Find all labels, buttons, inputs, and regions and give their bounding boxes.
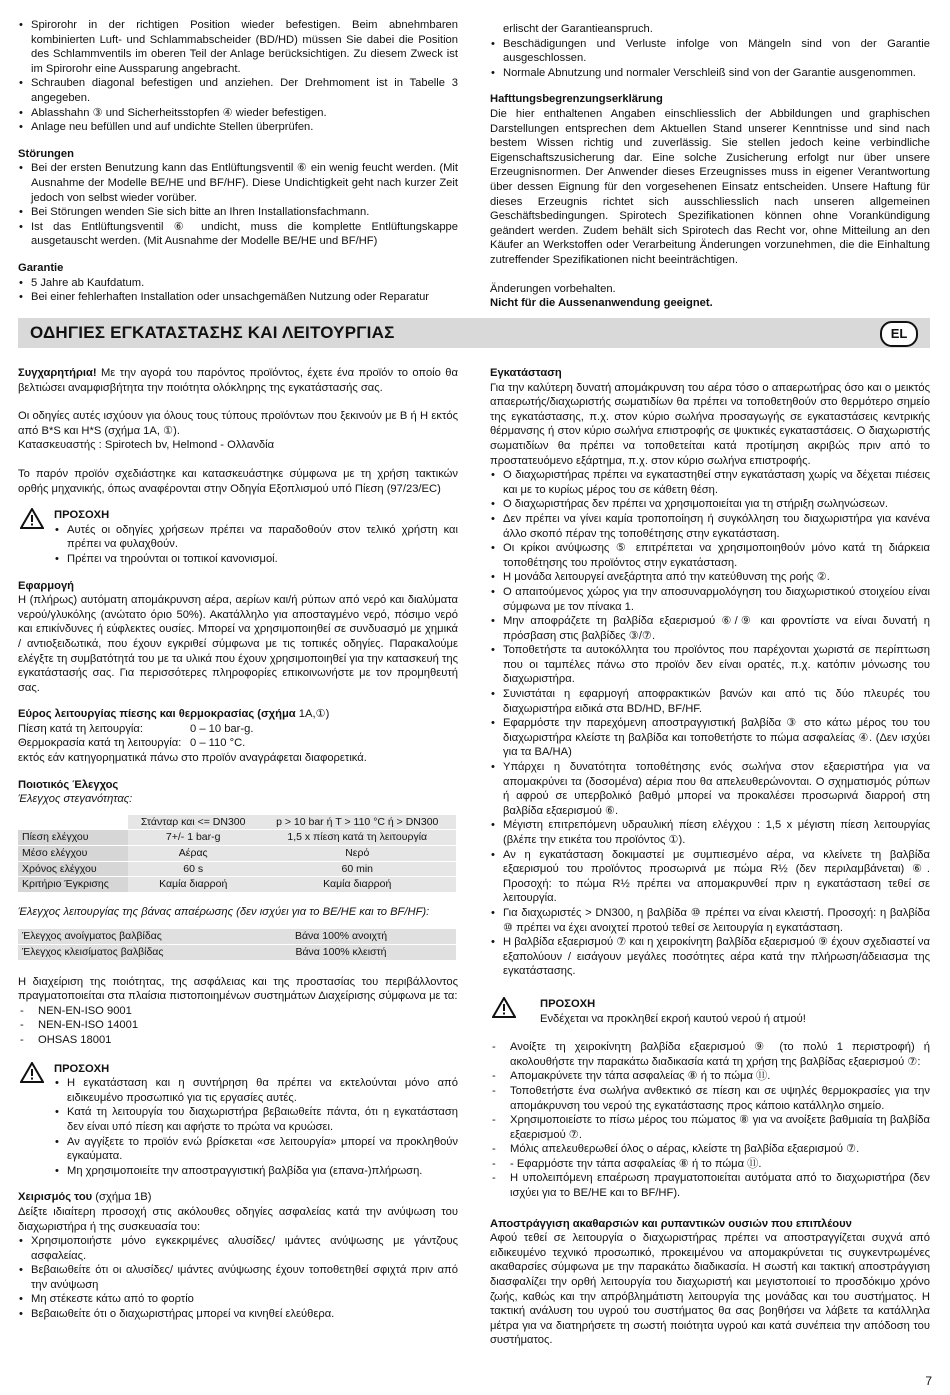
warning-box bbox=[490, 997, 930, 1026]
warning-icon bbox=[492, 997, 516, 1018]
temperature-value: 0 – 110 °C. bbox=[190, 737, 246, 750]
list-item: • Ο απαιτούμενος χώρος για την αποσυναρμολόγηση του διαχωριστικού στοιχείου είναι σύμφωνα με τον πίνακα 1. bbox=[490, 585, 930, 614]
venting-steps bbox=[490, 1040, 930, 1201]
list-item: • Bei einer fehlerhaften Installation oder unsachgemäßen Nutzung oder Reparatur bbox=[18, 290, 458, 305]
table-cell: Μέσο ελέγχου bbox=[18, 846, 128, 862]
quality-text: Η διαχείριση της ποιότητας, της ασφάλειας και της προστασίας του περιβάλλοντος πραγματοποιείται στα πλαίσια πιστοποιημένων συστημάτων Διαχείρισης σύμφωνα με τα: bbox=[18, 975, 458, 1003]
list-item: • Υπάρχει η δυνατότητα τοποθέτησης ενός σωλήνα στον εξαεριστήρα για να απομακρύνει τα (δοσομένα) αέρια που θα απελευθερώνονται. Ο σχηματισμός ρύπων ή αφρού σε υπερβολικό βαθμό μπορεί να προκαλέσει προσωρινά διαρροή στη βαλβίδα εξαερισμού ⑥. bbox=[490, 760, 930, 818]
list-item: • Η μονάδα λειτουργεί ανεξάρτητα από την κατεύθυνση της ροής ②. bbox=[490, 570, 930, 585]
valve-heading: Έλεγχος λειτουργίας της βάνας απαέρωσης (δεν ισχύει για το BE/HE και το BF/HF): bbox=[18, 905, 430, 918]
list-item: - OHSAS 18001 bbox=[18, 1033, 458, 1048]
range-temperature bbox=[18, 736, 458, 751]
table-header-row bbox=[18, 815, 456, 830]
warning-text: Ενδέχεται να προκληθεί εκροή καυτού νερού ή ατμού! bbox=[540, 1012, 806, 1025]
range-note: εκτός εάν κατηγορηματικά πάνω στο προϊόν αναγράφεται διαφορετικά. bbox=[18, 752, 367, 765]
garantie-heading: Garantie bbox=[18, 261, 64, 274]
range-heading-text: Εύρος λειτουργίας πίεσης και θερμοκρασίας (σχήμα bbox=[18, 708, 299, 721]
list-item: • Για διαχωριστές > DN300, η βαλβίδα ⑩ πρέπει να είναι κλειστή. Προσοχή: η βαλβίδα ⑩ πρέπει να έχει ανοιχτεί προτού τεθεί σε λειτουργία η εγκατάσταση. bbox=[490, 906, 930, 935]
warning-box bbox=[18, 1062, 458, 1179]
stoerungen-list bbox=[18, 161, 458, 249]
table-cell: Αέρας bbox=[128, 846, 259, 862]
warning-title: ΠΡΟΣΟΧΗ bbox=[54, 1062, 110, 1075]
valve-test-table bbox=[18, 929, 456, 960]
range-pressure bbox=[18, 722, 458, 737]
list-item: • Μέγιστη επιτρεπόμενη υδραυλική πίεση ελέγχου : 1,5 x μέγιστη πίεση λειτουργίας (βλέπε την ετικέτα του προϊόντος ①). bbox=[490, 818, 930, 847]
application-heading: Εφαρμογή bbox=[18, 579, 74, 592]
list-item: • Beschädigungen und Verluste infolge von Mängeln sind von der Garantie ausgeschlossen. bbox=[490, 37, 930, 66]
list-item: • Normale Abnutzung und normaler Verschleiß sind von der Garantie ausgenommen. bbox=[490, 66, 930, 81]
list-item: • Μη στέκεστε κάτω από το φορτίο bbox=[18, 1292, 458, 1307]
table-cell: Βάνα 100% ανοιχτή bbox=[226, 929, 456, 944]
applies-text: Οι οδηγίες αυτές ισχύουν για όλους τους τύπους προϊόντων που ξεκινούν με B ή H εκτός από B*S και H*S (σχήμα 1A, ①). bbox=[18, 410, 458, 437]
table-cell: 7+/- 1 bar-g bbox=[128, 830, 259, 846]
list-item: • Ο διαχωριστήρας δεν πρέπει να χρησιμοποιείται για τη στήριξη σωληνώσεων. bbox=[490, 497, 930, 512]
pressure-label: Πίεση κατά τη λειτουργία: bbox=[18, 722, 143, 735]
temperature-label: Θερμοκρασία κατά τη λειτουργία: bbox=[18, 737, 182, 750]
table-row bbox=[18, 945, 456, 961]
table-header-cell: Στάνταρ και <= DN300 bbox=[128, 815, 259, 830]
designed-text: Το παρόν προϊόν σχεδιάστηκε και κατασκευάστηκε σύμφωνα με τη χρήση τακτικών ορθής μηχανικής, όπως αναφέρονται στην Οδηγία Εξοπλισμού υπό Πίεση (97/23/EC) bbox=[18, 467, 458, 495]
congrats-label: Συγχαρητήρια! bbox=[18, 367, 97, 379]
list-item: • Χρησιμοποιήστε μόνο εγκεκριμένες αλυσίδες/ ιμάντες ανύψωσης με γάντζους ασφαλείας. bbox=[18, 1234, 458, 1263]
handling-text: Δείξτε ιδιαίτερη προσοχή στις ακόλουθες οδηγίες ασφαλείας κατά την ανύψωση του διαχωριστήρα ή της συσκευασία του: bbox=[18, 1205, 458, 1233]
install-text: Για την καλύτερη δυνατή απομάκρυνση του αέρα τόσο ο απαερωτήρας όσο και ο μεικτός απαερωτής/διαχωριστής σωματιδίων θα πρέπει να τοποθετηθούν στο θερμότερο σημείο της εγκατάστασης, π.χ. στον κύριο σωλήνα προσαγωγής σε εγκαταστάσεις κεντρικής θέρμανσης ή στον κύριο σωλήνα επιστροφής σε ψυκτικές εγκαταστάσεις. Ο διαχωριστής σωματιδίων θα πρέπει να τοποθετείται κατά προτίμηση ακριβώς πριν από το προστατευόμενο εξάρτημα, π.χ. στον κύριο σωλήνα επιστροφής. bbox=[490, 381, 930, 467]
warning-icon bbox=[20, 1062, 44, 1083]
list-item: • Η βαλβίδα εξαερισμού ⑦ και η χειροκίνητη βαλβίδα εξαερισμού ⑨ έχουν σχεδιαστεί να εξαπολύουν / εισάγουν μεγάλες ποσότητες αέρα κατά την πλήρωση/άδειασμα της εγκατάστασης. bbox=[490, 935, 930, 979]
table-cell: Πίεση ελέγχου bbox=[18, 830, 128, 846]
outdoor-note: Nicht für die Aussenanwendung geeignet. bbox=[490, 297, 713, 310]
handling-heading-tail: (σχήμα 1B) bbox=[92, 1191, 152, 1204]
warning-box bbox=[18, 508, 458, 566]
changes-note: Änderungen vorbehalten. bbox=[490, 282, 616, 295]
list-item: - Η υπολειπόμενη επαέρωση πραγματοποιείται αυτόματα από το διαχωριστήρα (δεν ισχύει για το BE/HE και το BF/HF). bbox=[490, 1171, 930, 1200]
list-item: • Συνιστάται η εφαρμογή αποφρακτικών βανών και από τις δύο πλευρές του διαχωριστήρα ειδικά στα BD/HD, BF/HF. bbox=[490, 687, 930, 716]
qc-heading: Ποιοτικός Έλεγχος bbox=[18, 778, 119, 791]
table-cell: Χρόνος ελέγχου bbox=[18, 861, 128, 877]
handling-heading-text: Χειρισμός του bbox=[18, 1191, 93, 1204]
table-header-cell bbox=[18, 815, 128, 830]
gr-left-column bbox=[18, 366, 458, 1322]
list-item: • Anlage neu befüllen und auf undichte Stellen überprüfen. bbox=[18, 120, 458, 135]
drain-text: Αφού τεθεί σε λειτουργία ο διαχωριστήρας πρέπει να αποστραγγίζεται συχνά από ειδικευμένο τεχνικό προσωπικό, προκειμένου να απομακρύνεται τις συγκεντρωμένες ακαθαρσίες σύμφωνα με την παρακάτω διαδικασία. Η σωστή και τακτική αποστράγγιση διασφαλίζει την ορθή λειτουργία του διαχωριστή και μεγιστοποιεί το προσδόκιμο χρόνο ζωής, καθώς και την απρόβλημάτιστη λειτουργία της μονάδας και του συστήματος. Η τακτική ανάλυση του υγρού του συστήματος θα σας βοηθήσει να λάβετε τα κατάλληλα μέτρα για να διατηρήσετε τη σωστή ποιότητα υγρού και κατά συνέπεια την απόδοση του συστήματος. bbox=[490, 1232, 930, 1347]
list-item: - Χρησιμοποιείστε το πίσω μέρος του πώματος ⑧ για να ανοίξετε βαθμιαία τη βαλβίδα εξαερισμού ⑦. bbox=[490, 1113, 930, 1142]
list-item: • Πρέπει να τηρούνται οι τοπικοί κανονισμοί. bbox=[54, 552, 458, 567]
list-item: • Αν η εγκατάσταση δοκιμαστεί με συμπιεσμένο αέρα, να κλείνετε τη βαλβίδα εξαερισμού του προϊόντος προσωρινά με πώμα R½ (δεν περιλαμβάνεται) ⑥. Προσοχή: το πώμα R½ πρέπει να απομακρυνθεί πριν η εγκατάσταση τεθεί σε λειτουργία. bbox=[490, 848, 930, 906]
install-list bbox=[490, 468, 930, 979]
table-cell: Βάνα 100% κλειστή bbox=[226, 945, 456, 961]
de-right-column bbox=[490, 22, 930, 311]
table-row bbox=[18, 929, 456, 944]
table-row bbox=[18, 846, 456, 862]
list-item: • Ο διαχωριστήρας πρέπει να εγκαταστηθεί στην εγκατάσταση χωρίς να δέχεται πιέσεις και με το κυρίως μέρος του σε κάθετη θέση. bbox=[490, 468, 930, 497]
standards-list bbox=[18, 1004, 458, 1048]
list-item: • Αν αγγίξετε το προϊόν ενώ βρίσκεται «σε λειτουργία» μπορεί να προκληθούν εγκαύματα. bbox=[54, 1135, 458, 1164]
list-item: - NEN-EN-ISO 14001 bbox=[18, 1018, 458, 1033]
language-badge: EL bbox=[880, 321, 918, 347]
list-item: • Schrauben diagonal befestigen und anziehen. Der Drehmoment ist in Tabelle 3 angegeben. bbox=[18, 76, 458, 105]
table-cell: Κριτήριο Έγκρισης bbox=[18, 877, 128, 893]
table-cell: 60 s bbox=[128, 861, 259, 877]
qc-subheading: Έλεγχος στεγανότητας: bbox=[18, 793, 133, 806]
list-item: • Μη χρησιμοποιείτε την αποστραγγιστική βαλβίδα για (επανα-)πλήρωση. bbox=[54, 1164, 458, 1179]
list-item: - Τοποθετήστε ένα σωλήνα ανθεκτικό σε πίεση και σε υψηλές θερμοκρασίες για την απομάκρυνση του νερού της εγκατάστασης προς κάποιο κατάλληλο σημείο. bbox=[490, 1084, 930, 1113]
list-item: - Μόλις απελευθερωθεί όλος ο αέρας, κλείστε τη βαλβίδα εξαερισμού ⑦. bbox=[490, 1142, 930, 1157]
congrats-text: Με την αγορά του παρόντος προϊόντος, έχετε ένα προϊόν το οποίο θα βελτιώσει αναμφισβήτητα την ποιότητα ολόκληρης της εγκατάστασής σας. bbox=[18, 367, 458, 394]
list-item: • Κατά τη λειτουργία του διαχωριστήρα βεβαιωθείτε πάντα, ότι η εγκατάσταση δεν είναι υπό πίεση και αφήστε το πρώτα να κρυώσει. bbox=[54, 1105, 458, 1134]
list-item: • Η εγκατάσταση και η συντήρηση θα πρέπει να εκτελούνται μόνο από ειδικευμένο προσωπικό για τις εργασίες αυτές. bbox=[54, 1076, 458, 1105]
table-row bbox=[18, 861, 456, 877]
page-number: 7 bbox=[925, 1374, 932, 1389]
list-item: • Τοποθετήστε τα αυτοκόλλητα του προϊόντος που παρέχονται χωριστά σε περίπτωση που οι ταμπέλες πάνω στο προϊόν δεν είναι ορατές, π.χ. κατόπιν μόνωσης του διαχωριστήρα. bbox=[490, 643, 930, 687]
garantie-list-cont bbox=[490, 37, 930, 81]
handling-heading bbox=[18, 1190, 458, 1205]
leak-test-table bbox=[18, 815, 456, 893]
install-heading: Εγκατάσταση bbox=[490, 367, 562, 379]
table-row bbox=[18, 877, 456, 893]
list-item: • 5 Jahre ab Kaufdatum. bbox=[18, 276, 458, 291]
list-item: • Οι κρίκοι ανύψωσης ⑤ επιτρέπεται να χρησιμοποιηθούν μόνο κατά τη διάρκεια τοποθέτησης του προϊόντος στην εγκατάσταση. bbox=[490, 541, 930, 570]
list-item: • Βεβαιωθείτε ότι οι αλυσίδες/ ιμάντες ανύψωσης έχουν τοποθετηθεί σφιχτά πριν από την ανύψωση bbox=[18, 1263, 458, 1292]
range-heading-tail: 1A,①) bbox=[298, 708, 330, 721]
warning-title: ΠΡΟΣΟΧΗ bbox=[540, 997, 596, 1010]
de-bullet-list bbox=[18, 18, 458, 135]
garantie-list bbox=[18, 276, 458, 305]
warning-title: ΠΡΟΣΟΧΗ bbox=[54, 509, 110, 522]
table-cell: 60 min bbox=[258, 861, 456, 877]
de-left-column bbox=[18, 18, 458, 305]
list-item: - Απομακρύνετε την τάπα ασφαλείας ⑧ ή το πώμα ⑪. bbox=[490, 1069, 930, 1084]
range-heading bbox=[18, 707, 458, 722]
intro-paragraph bbox=[18, 366, 458, 395]
table-cell: Έλεγχος ανοίγματος βαλβίδας bbox=[18, 929, 226, 944]
list-item: - Ανοίξτε τη χειροκίνητη βαλβίδα εξαερισμού ⑨ (το πολύ 1 περιστροφή) ή ακολουθήστε την παρακάτω διαδικασία κατά τη χρήση της βαλβίδας εξαερισμού ⑦: bbox=[490, 1040, 930, 1069]
application-text: Η (πλήρως) αυτόματη απομάκρυνση αέρα, αερίων και/ή ρύπων από νερό και διαλύματα νερού/γλυκόλης (ανώτατο όριο 50%). Ακατάλληλο για αποσταγμένο νερό, πόσιμο νερό και επικίνδυνες ή εύφλεκτες ουσίες. Μπορεί να χρησιμοποιηθεί σε συνδυασμό με χημικά / αντιοξειδωτικά, που έχουν εγκριθεί σύμφωνα με τις τοπικές οδηγίες. Παρακαλούμε ελέγξτε τη συμβατότητά του με τα υλικά που έχουν χρησιμοποιηθεί για την κατασκευή της εγκατάστασής σας. Για περισσότερες πληροφορίες επικοινωνήστε με τον προμηθευτή σας. bbox=[18, 594, 458, 694]
table-cell: Καμία διαρροή bbox=[128, 877, 259, 893]
section-banner bbox=[18, 318, 930, 348]
section-title: ΟΔΗΓΙΕΣ ΕΓΚΑΤΑΣΤΑΣΗΣ ΚΑΙ ΛΕΙΤΟΥΡΓΙΑΣ bbox=[30, 323, 395, 342]
warning-list bbox=[54, 1076, 458, 1178]
gr-right-column bbox=[490, 366, 930, 1348]
list-item: - - Εφαρμόστε την τάπα ασφαλείας ⑧ ή το πώμα ⑪. bbox=[490, 1157, 930, 1172]
manufacturer-text: Κατασκευαστής : Spirotech bv, Helmond - Ολλανδία bbox=[18, 439, 275, 452]
warning-list bbox=[54, 523, 458, 567]
list-item: - NEN-EN-ISO 9001 bbox=[18, 1004, 458, 1019]
table-cell: 1,5 x πίεση κατά τη λειτουργία bbox=[258, 830, 456, 846]
list-item: • Αυτές οι οδηγίες χρήσεων πρέπει να παραδοθούν στον τελικό χρήστη και πρέπει να φυλαχθούν. bbox=[54, 523, 458, 552]
list-item: • Βεβαιωθείτε ότι ο διαχωριστήρας μπορεί να κινηθεί ελεύθερα. bbox=[18, 1307, 458, 1322]
list-item: • Bei der ersten Benutzung kann das Entlüftungsventil ⑥ ein wenig feucht werden. (Mit Ausnahme der Modelle BE/HE und BF/HF). Diese Undichtigkeit geht nach kurzer Zeit jedoch von selbst wieder vorüber. bbox=[18, 161, 458, 205]
table-cell: Έλεγχος κλεισίματος βαλβίδας bbox=[18, 945, 226, 961]
table-header-cell: p > 10 bar ή T > 110 °C ή > DN300 bbox=[258, 815, 456, 830]
drain-heading: Αποστράγγιση ακαθαρσιών και ρυπαντικών ουσιών που επιπλέουν bbox=[490, 1217, 852, 1230]
pressure-value: 0 – 10 bar-g. bbox=[190, 722, 254, 735]
table-row bbox=[18, 830, 456, 846]
list-item: • Εφαρμόστε την παρεχόμενη αποστραγγιστική βαλβίδα ③ στο κάτω μέρος του του διαχωριστήρα κλείστε τη βαλβίδα και τοποθετήστε το πώμα ασφαλείας ④. (Δεν ισχύει για τα BA/HA) bbox=[490, 716, 930, 760]
table-cell: Νερό bbox=[258, 846, 456, 862]
handling-list bbox=[18, 1234, 458, 1322]
haftung-heading: Hafttungsbegrenzungserklärung bbox=[490, 93, 663, 106]
list-item: • Μην αποφράζετε τη βαλβίδα εξαερισμού ⑥/⑨ και φροντίστε να είναι δυνατή η πρόσβαση στις βαλβίδες ③/⑦. bbox=[490, 614, 930, 643]
list-item: • Ist das Entlüftungsventil ⑥ undicht, muss die komplette Entlüftungskappe ausgetauscht werden. (Mit Ausnahme der Modelle BE/HE und BF/HF) bbox=[18, 220, 458, 249]
warning-icon bbox=[20, 508, 44, 529]
haftung-text: Die hier enthaltenen Angaben einschliesslich der Abbildungen und graphischen Darstellungen entsprechen dem Aktuellen Stand unserer Kenntnisse und sind nach bestem Wissen richtig und zuverlässig. Sie stellen jedoch keine verbindliche Eigenschaftszusicherung dar. Eine solche Zusicherung erfolgt nur über unsere Erzeugnisnormen. Der Anwender dieses Erzeugnisses muss in eigener Verantwortung über dessen Eignung für den vorgesehenen Einsatz entscheiden. Unsere Haftung für dieses Erzeugnis richtet sich ausschliesslich nach unseren allgemeinen Geschäftsbedingungen. Spirotech Spezifikationen können ohne Vorankündigung geändert werden. Zudem behält sich Spirotech das Recht vor, ohne Mitteilung an den Käufer an Werkstoffen oder Verarbeitung Änderungen vorzunehmen, die die Einhaltung zutreffender Spezifikationen nicht beeinträchtigen. bbox=[490, 107, 930, 266]
stoerungen-heading: Störungen bbox=[18, 147, 74, 160]
garantie-continuation: erlischt der Garantieanspruch. bbox=[503, 23, 653, 35]
list-item: • Bei Störungen wenden Sie sich bitte an Ihren Installationsfachmann. bbox=[18, 205, 458, 220]
list-item: • Spirorohr in der richtigen Position wieder befestigen. Beim abnehmbaren kombinierten Luft- und Schlammabscheider (BD/HD) müssen Sie dabei die Position des Schlammventils im oberen Teil der Anlage berücksichtigen. Zu diesem Zweck ist im Spirorohr eine Aussparung angebracht. bbox=[18, 18, 458, 76]
list-item: • Ablasshahn ③ und Sicherheitsstopfen ④ wieder befestigen. bbox=[18, 106, 458, 121]
list-item: • Δεν πρέπει να γίνει καμία τροποποίηση ή συγκόλληση του διαχωριστήρα για κανένα άλλο σκοπό πέραν της τοποθέτησης στην εγκατάσταση. bbox=[490, 512, 930, 541]
table-cell: Καμία διαρροή bbox=[258, 877, 456, 893]
